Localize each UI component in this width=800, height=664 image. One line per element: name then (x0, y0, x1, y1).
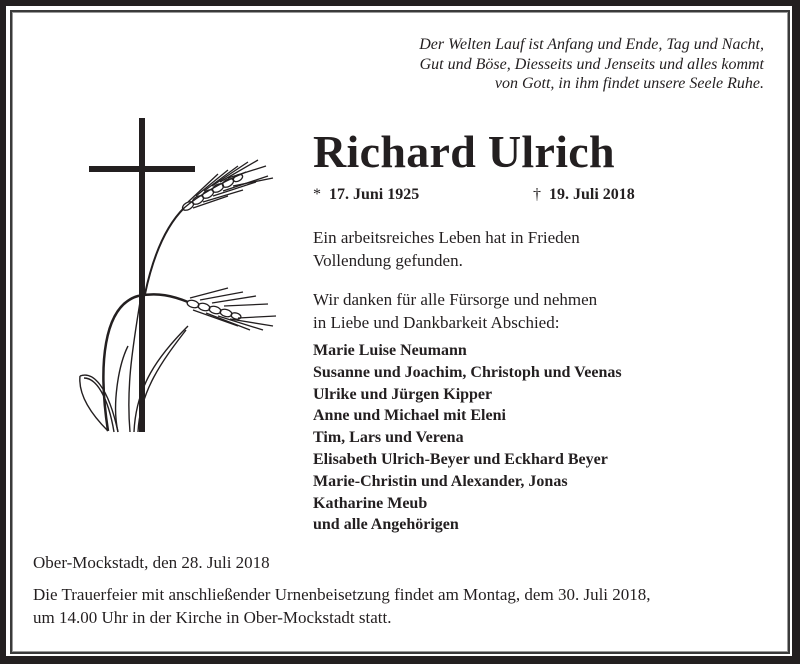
text-line: um 14.00 Uhr in der Kirche in Ober-Mockstadt statt. (33, 608, 392, 627)
motto-line: von Gott, in ihm findet unsere Seele Ruhe. (494, 75, 764, 92)
birth-date: 17. Juni 1925 (329, 186, 420, 203)
thanks-statement (313, 288, 597, 334)
mourner-item: Tim, Lars und Verena (313, 429, 464, 447)
deceased-name: Richard Ulrich (313, 126, 615, 177)
mourner-item: Ulrike und Jürgen Kipper (313, 385, 493, 403)
mourner-item: Susanne und Joachim, Christoph und Veenas (313, 363, 622, 381)
mourners-list (313, 340, 622, 536)
mourner-item: Marie Luise Neumann (313, 342, 467, 359)
life-statement (313, 226, 580, 272)
birth-date-group (313, 186, 419, 204)
death-date-group (533, 186, 635, 204)
mourner-item: Marie-Christin und Alexander, Jonas (313, 472, 568, 490)
motto-line: Der Welten Lauf ist Anfang und Ende, Tag und Nacht, (419, 36, 764, 53)
cross-with-wheat-icon (78, 116, 278, 436)
birth-star-icon: * (313, 186, 321, 203)
text-line: Ein arbeitsreiches Leben hat in Frieden (313, 228, 580, 247)
mourner-item: Anne und Michael mit Eleni (313, 407, 506, 425)
place-date: Ober-Mockstadt, den 28. Juli 2018 (33, 553, 270, 572)
funeral-notice (33, 583, 651, 629)
text-line: Vollendung gefunden. (313, 251, 463, 270)
motto-quote (344, 35, 764, 94)
text-line: Die Trauerfeier mit anschließender Urnenbeisetzung findet am Montag, dem 30. Juli 2018, (33, 585, 651, 604)
death-date: 19. Juli 2018 (549, 186, 635, 203)
text-line: Wir danken für alle Fürsorge und nehmen (313, 290, 598, 309)
mourner-item: Elisabeth Ulrich-Beyer und Eckhard Beyer (313, 450, 608, 468)
mourner-item: und alle Angehörigen (313, 516, 459, 534)
text-line: in Liebe und Dankbarkeit Abschied: (313, 313, 560, 332)
mourner-item: Katharine Meub (313, 494, 428, 512)
death-dagger-icon: † (533, 186, 541, 203)
motto-line: Gut und Böse, Diesseits und Jenseits und alles kommt (419, 55, 764, 73)
